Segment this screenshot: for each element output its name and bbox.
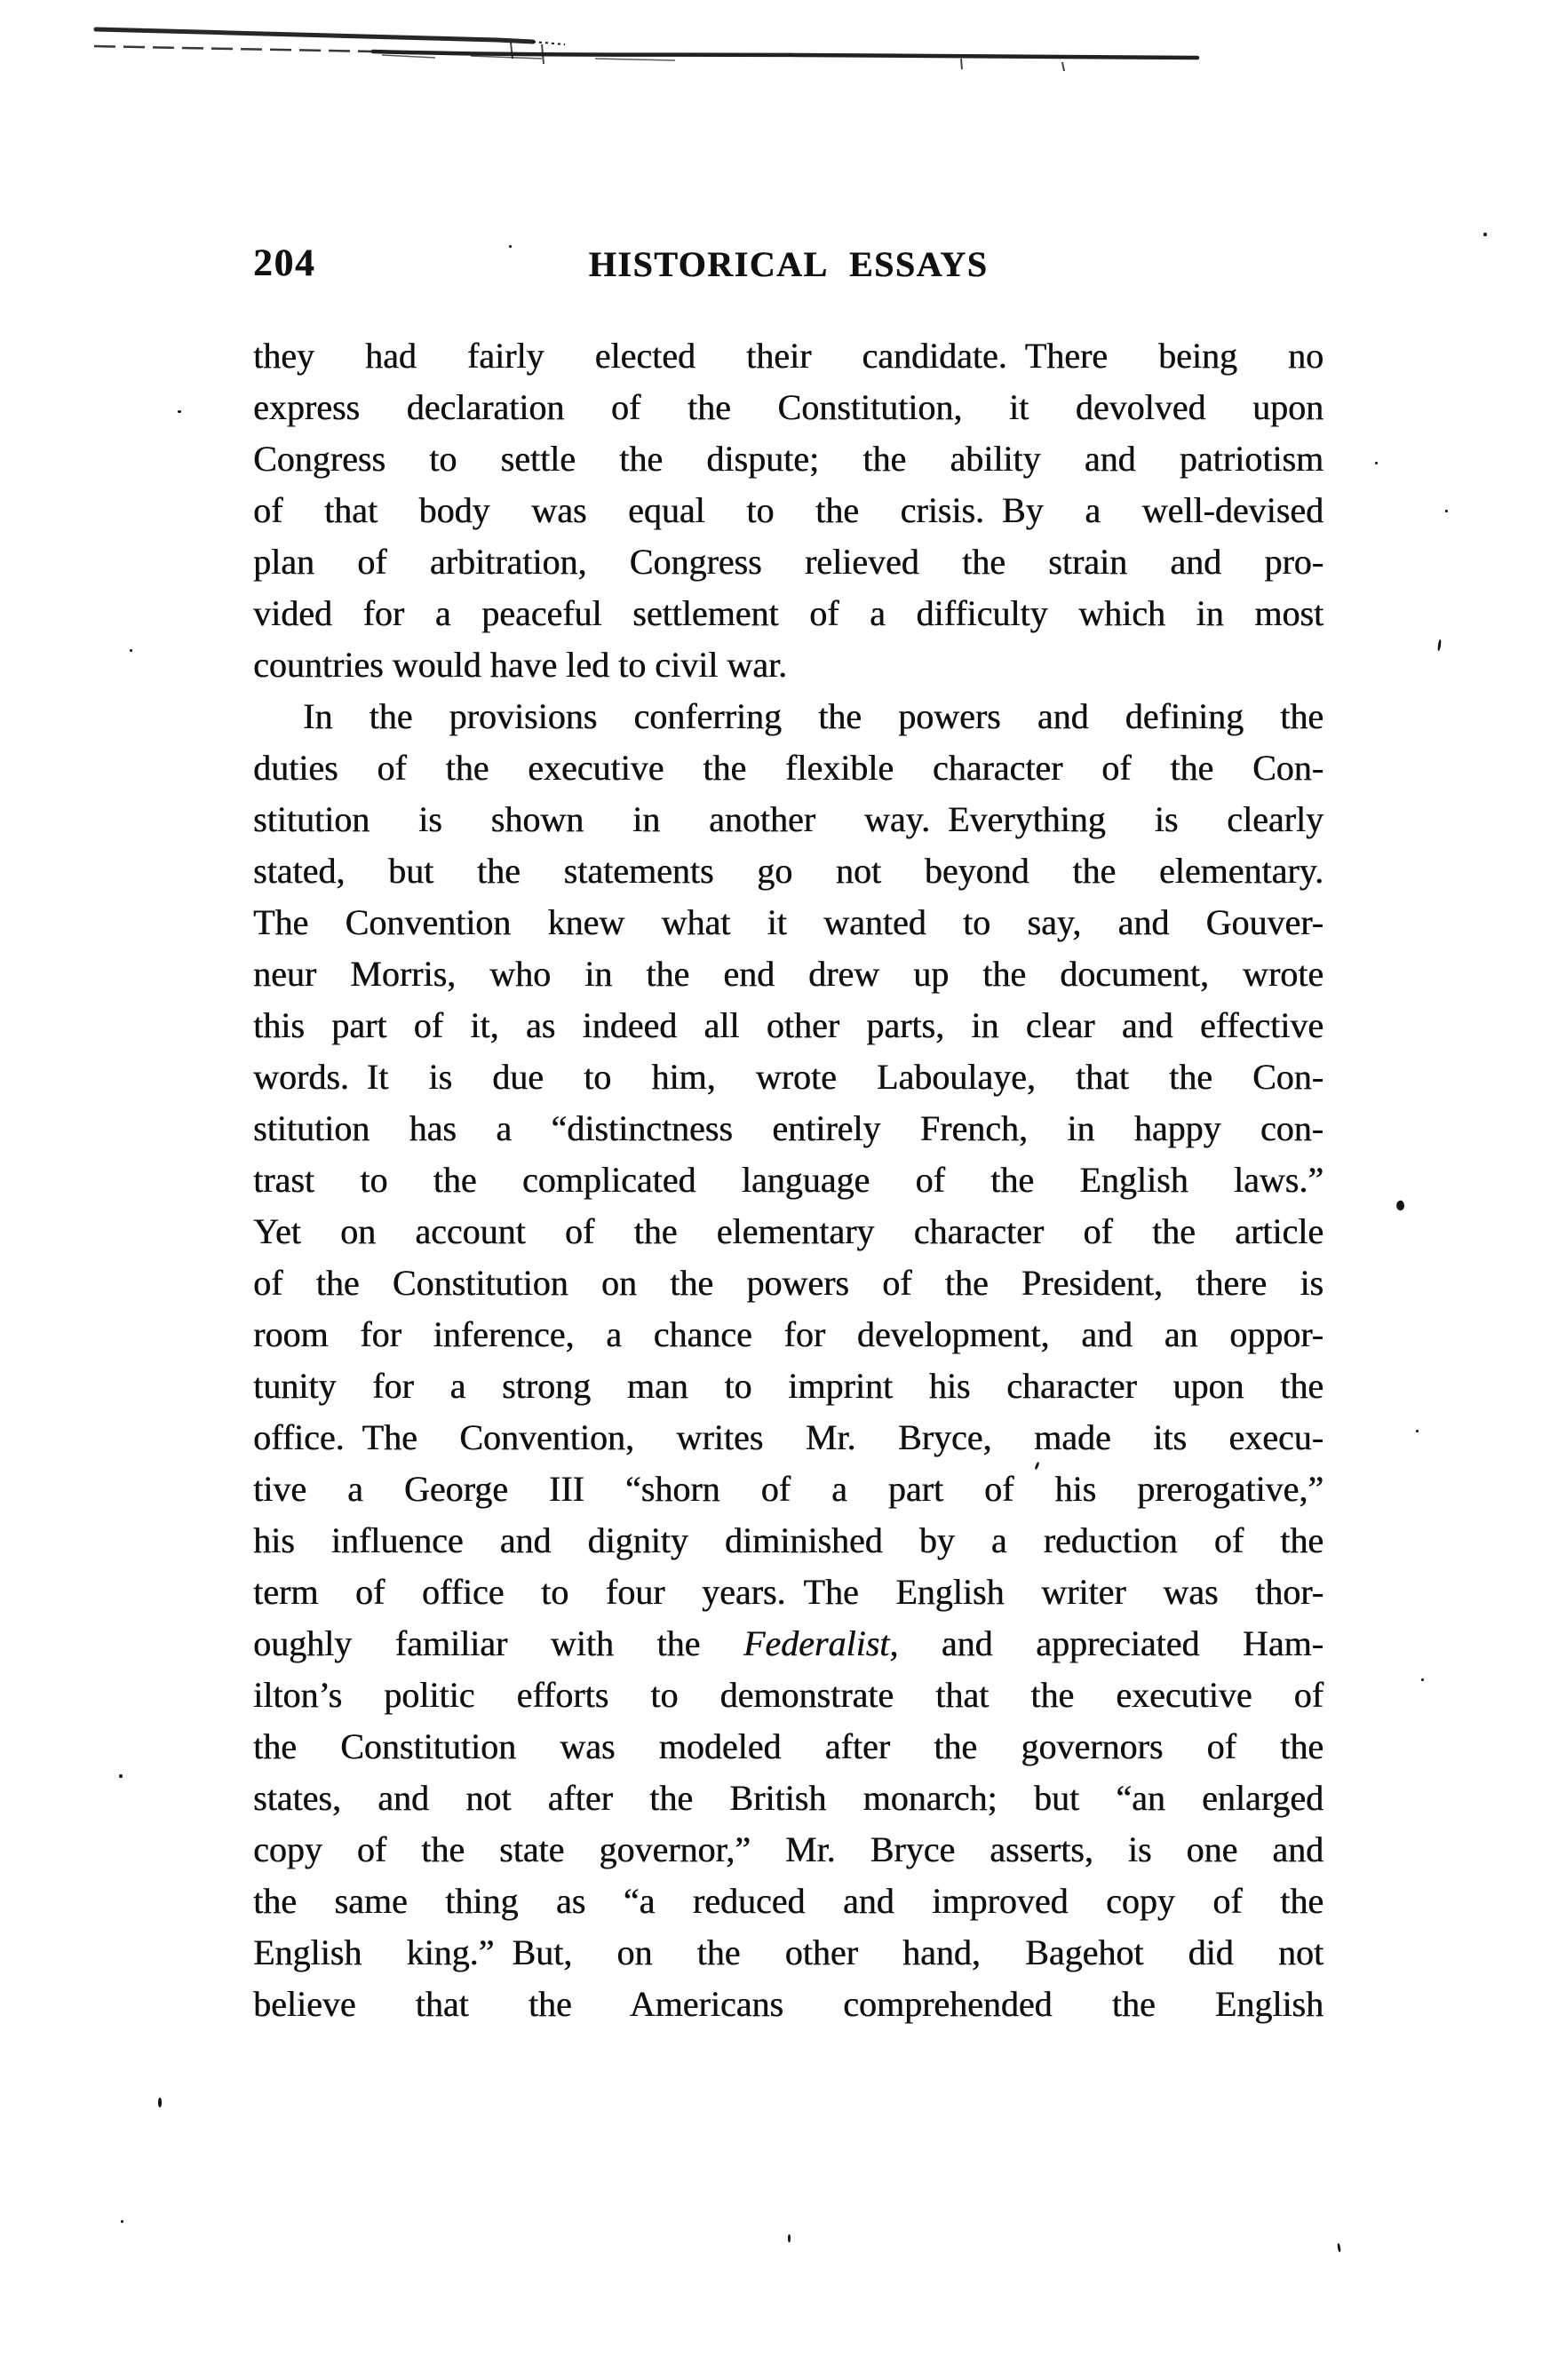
scan-streak-artifacts xyxy=(0,0,1261,98)
page-number: 204 xyxy=(253,242,316,284)
text-line: tive a George III “shorn of a part of his prerogative,” xyxy=(253,1469,1323,1509)
scan-speck xyxy=(1445,510,1448,512)
running-title: HISTORICAL ESSAYS xyxy=(588,244,989,284)
scan-speck xyxy=(130,649,132,652)
text-line: In the provisions conferring the powers and defining the xyxy=(303,696,1323,736)
text-line: office. The Convention, writes Mr. Bryce, made its execu- xyxy=(253,1417,1323,1457)
text-line: copy of the state governor,” Mr. Bryce asserts, is one and xyxy=(253,1829,1323,1869)
scan-speck xyxy=(1483,233,1487,236)
text-line: this part of it, as indeed all other parts, in clear and effective xyxy=(253,1005,1323,1045)
text-line: room for inference, a chance for development, and an oppor- xyxy=(253,1314,1323,1354)
scan-speck xyxy=(1395,1200,1406,1211)
text-line: they had fairly elected their candidate. There being no xyxy=(253,336,1323,376)
page-body xyxy=(253,330,1323,2030)
text-line: English king.” But, on the other hand, Bagehot did not xyxy=(253,1932,1323,1972)
text-line: stated, but the statements go not beyond the elementary. xyxy=(253,851,1323,891)
scan-speck xyxy=(158,2098,162,2107)
text-line: Congress to settle the dispute; the ability and patriotism xyxy=(253,439,1323,479)
scan-speck xyxy=(1337,2243,1341,2252)
text-line: tunity for a strong man to imprint his character upon the xyxy=(253,1366,1323,1406)
text-line: express declaration of the Constitution, it devolved upon xyxy=(253,387,1323,427)
scan-speck xyxy=(788,2234,791,2242)
text-line: the Constitution was modeled after the governors of the xyxy=(253,1726,1323,1766)
text-line: neur Morris, who in the end drew up the document, wrote xyxy=(253,954,1323,994)
text-line: vided for a peaceful settlement of a difficulty which in most xyxy=(253,593,1323,633)
text-line: stitution is shown in another way. Everything is clearly xyxy=(253,799,1323,839)
scan-speck xyxy=(121,2220,123,2223)
text-line: words. It is due to him, wrote Laboulaye, that the Con- xyxy=(253,1057,1323,1097)
scan-speck xyxy=(1375,462,1378,464)
text-line: his influence and dignity diminished by a reduction of the xyxy=(253,1520,1323,1560)
text-line: countries would have led to civil war. xyxy=(253,645,787,685)
text-line: trast to the complicated language of the English laws.” xyxy=(253,1160,1323,1200)
text-line: believe that the Americans comprehended the English xyxy=(253,1984,1323,2024)
scan-speck xyxy=(119,1774,123,1778)
scan-speck xyxy=(178,410,181,413)
scan-speck xyxy=(1437,639,1442,651)
page-header xyxy=(253,242,1323,284)
text-line: states, and not after the British monarch; but “an enlarged xyxy=(253,1778,1323,1818)
text-line xyxy=(253,1618,1323,1670)
text-line: duties of the executive the flexible character of the Con- xyxy=(253,748,1323,788)
text-line: the same thing as “a reduced and improved copy of the xyxy=(253,1881,1323,1921)
text-line: The Convention knew what it wanted to say, and Gouver- xyxy=(253,902,1323,942)
text-line: stitution has a “distinctness entirely French, in happy con- xyxy=(253,1108,1323,1148)
text-line: plan of arbitration, Congress relieved the strain and pro- xyxy=(253,542,1323,582)
text-line: Yet on account of the elementary character of the article xyxy=(253,1211,1323,1251)
text-line: term of office to four years. The English writer was thor- xyxy=(253,1572,1323,1612)
text-segment: oughly familiar with the xyxy=(253,1623,743,1663)
text-line: ilton’s politic efforts to demonstrate that the executive of xyxy=(253,1675,1323,1715)
text-segment: and appreciated Ham- xyxy=(898,1623,1323,1663)
text-line: of the Constitution on the powers of the President, there is xyxy=(253,1263,1323,1303)
text-line: of that body was equal to the crisis. By a well-devised xyxy=(253,490,1323,530)
scan-speck xyxy=(1416,1430,1419,1432)
italic-text: Federalist, xyxy=(743,1623,899,1663)
scan-speck xyxy=(1421,1678,1424,1681)
